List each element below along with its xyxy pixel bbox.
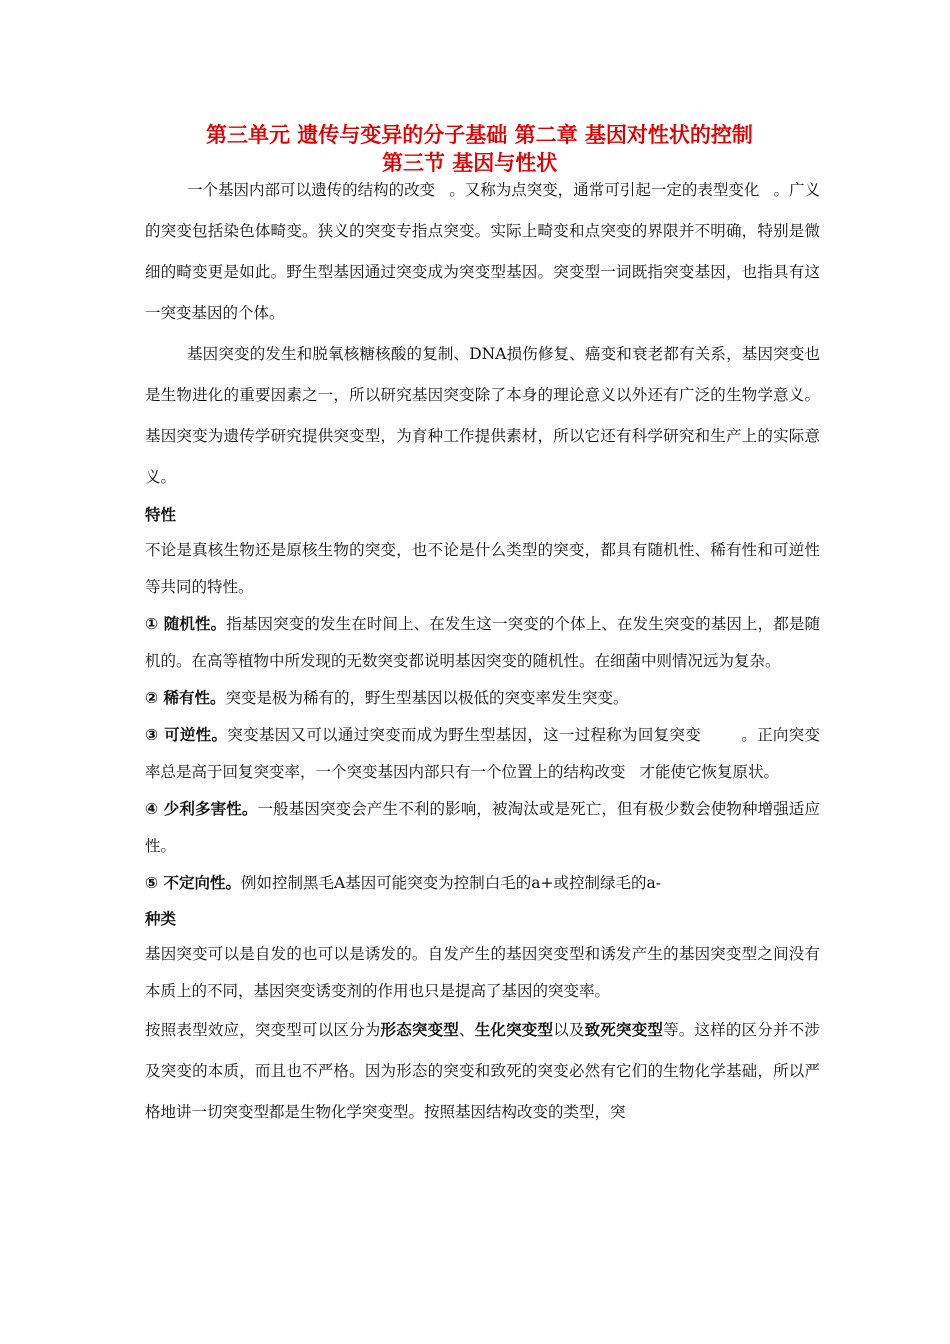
intro-paragraph-1 bbox=[145, 170, 820, 334]
trait-text: 指基因突变的发生在时间上、在发生这一突变的个体上、在发生突变的基因上，都是随机的。在高等植物中所发现的无数突变都说明基因突变的随机性。在细菌中则情况远为复杂。 bbox=[145, 615, 820, 670]
intro-text-a: 一个基因内部可以遗传的结构的改变 bbox=[187, 181, 436, 199]
types-separator: 、 bbox=[459, 1021, 475, 1039]
section-title: 第三节 基因与性状 bbox=[382, 151, 558, 175]
trait-item-reversibility bbox=[145, 717, 820, 791]
trait-text-a: 突变基因又可以通过突变而成为野生型基因，这一过程称为回复突变 bbox=[227, 726, 702, 744]
types-paragraph-2 bbox=[145, 1010, 820, 1133]
trait-lead: ① 随机性。 bbox=[145, 615, 227, 633]
types-paragraph-1: 基因突变可以是自发的也可以是诱发的。自发产生的基因突变型和诱发产生的基因突变型之间没有本质上的不同，基因突变诱变剂的作用也只是提高了基因的突变率。 bbox=[145, 945, 820, 1000]
trait-item-randomness bbox=[145, 606, 820, 680]
document-title: 第三单元 遗传与变异的分子基础 第二章 基因对性状的控制 bbox=[206, 123, 753, 147]
intro-text-c: 。广义的突变包括染色体畸变。狭义的突变专指点突变。实际上畸变和点突变的界限并不明确，特别是微细的畸变更是如此。野生型基因通过突变成为突变型基因。突变型一词既指突变基因，也指具有这一突变基因的个体。 bbox=[145, 181, 820, 322]
mutant-type-biochemical: 生化突变型 bbox=[474, 1021, 554, 1039]
trait-text: 突变是极为稀有的，野生型基因以极低的突变率发生突变。 bbox=[225, 689, 629, 707]
trait-lead: ② 稀有性。 bbox=[145, 689, 226, 707]
trait-text-b: 。正向突变率总是高于回复突变率，一个突变基因内部只有一个位置上的结构改变 bbox=[145, 726, 820, 781]
traits-heading: 特性 bbox=[145, 506, 177, 524]
types-heading: 种类 bbox=[145, 910, 177, 928]
mutant-type-lethal: 致死突变型 bbox=[584, 1021, 664, 1039]
trait-text: 一般基因突变会产生不利的影响，被淘汰或是死亡，但有极少数会使物种增强适应性。 bbox=[145, 800, 820, 855]
intro-paragraph-2: 基因突变的发生和脱氧核糖核酸的复制、DNA损伤修复、癌变和衰老都有关系，基因突变也是生物进化的重要因素之一，所以研究基因突变除了本身的理论意义以外还有广泛的生物学意义。基因突变为遗传学研究提供突变型，为育种工作提供素材，所以它还有科学研究和生产上的实际意义。 bbox=[145, 345, 820, 486]
trait-lead: ③ 可逆性。 bbox=[145, 726, 228, 744]
trait-lead: ⑤ 不定向性。 bbox=[145, 874, 242, 892]
types-text-a: 按照表型效应，突变型可以区分为 bbox=[145, 1021, 381, 1039]
trait-item-nondirectional bbox=[145, 865, 820, 902]
mutant-type-morphological: 形态突变型 bbox=[380, 1021, 459, 1039]
types-text-c: 等。这样的区分并不涉及突变的本质，而且也不严格。因为形态的突变和致死的突变必然有它们的生物化学基础，所以严格地讲一切突变型都是生物化学突变型。按照基因结构改变的类型，突 bbox=[145, 1021, 820, 1121]
traits-intro: 不论是真核生物还是原核生物的突变，也不论是什么类型的突变，都具有随机性、稀有性和可逆性等共同的特性。 bbox=[145, 541, 820, 596]
trait-text-c: 才能使它恢复原状。 bbox=[639, 763, 780, 781]
trait-item-rarity bbox=[145, 680, 820, 717]
trait-lead: ④ 少利多害性。 bbox=[145, 800, 258, 818]
types-separator: 以及 bbox=[553, 1021, 585, 1039]
intro-text-b: 。又称为点突变，通常可引起一定的表型变化 bbox=[449, 181, 760, 199]
trait-item-harmfulness bbox=[145, 791, 820, 865]
trait-text: 例如控制黑毛A基因可能突变为控制白毛的a+或控制绿毛的a- bbox=[241, 874, 661, 892]
document-body bbox=[145, 170, 820, 1133]
